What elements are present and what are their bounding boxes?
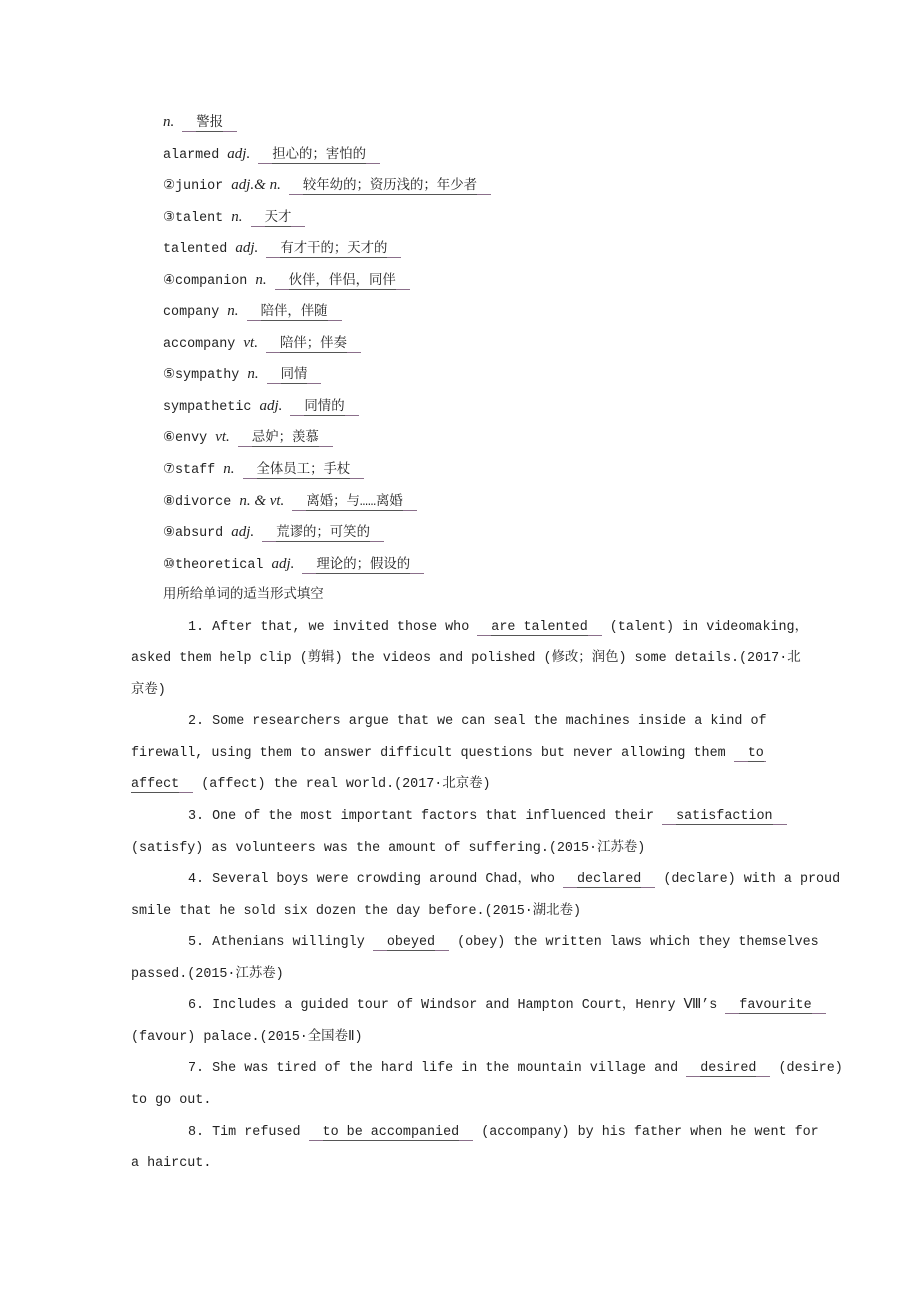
vocab-item — [0, 107, 920, 139]
answer-text: 忌妒；羡慕 — [251, 431, 319, 447]
vocab-word: ⑤sympathy — [163, 368, 240, 384]
section-heading: 用所给单词的适当形式填空 — [163, 588, 324, 604]
answer-blank — [258, 148, 380, 164]
answer-blank — [247, 305, 342, 321]
vocab-item — [0, 233, 920, 265]
answer-text: obeyed — [386, 935, 436, 951]
vocab-item — [0, 486, 920, 518]
part-of-speech: n. & vt. — [239, 492, 285, 509]
part-of-speech: n. — [255, 271, 267, 288]
sentence-text: a haircut. — [131, 1156, 212, 1172]
exercise-line — [0, 1085, 920, 1117]
answer-text: to — [747, 745, 764, 761]
part-of-speech: vt. — [215, 429, 230, 446]
sentence-text: to go out. — [131, 1092, 212, 1108]
answer-blank — [373, 935, 449, 951]
answer-blank — [290, 400, 358, 416]
answer-blank — [266, 242, 401, 258]
sentence-text: 6. Includes a guided tour of Windsor and Hampton Court，Henry Ⅷ’s — [188, 998, 726, 1014]
answer-text: 有才干的；天才的 — [280, 242, 388, 258]
answer-text: 伙伴，伴侣，同伴 — [288, 273, 396, 289]
answer-blank — [725, 998, 825, 1014]
answer-blank — [686, 1061, 770, 1077]
vocab-word: ⑦staff — [163, 463, 216, 479]
part-of-speech: n. — [223, 461, 235, 478]
vocab-word: talented — [163, 242, 228, 258]
answer-text: desired — [700, 1061, 757, 1077]
exercise-line — [0, 801, 920, 833]
sentence-text: passed.(2015·江苏卷) — [131, 966, 284, 982]
part-of-speech: n. — [247, 366, 259, 383]
answer-text: are talented — [491, 619, 588, 635]
answer-text: to be accompanied — [322, 1124, 460, 1140]
exercise-line — [0, 1148, 920, 1180]
vocab-word: ⑩theoretical — [163, 557, 264, 573]
sentence-text: 3. One of the most important factors that influenced their — [188, 809, 663, 825]
sentence-text: 5. Athenians willingly — [188, 935, 373, 951]
sentence-text: smile that he sold six dozen the day before.(2015·湖北卷) — [131, 903, 581, 919]
vocab-word: company — [163, 305, 220, 321]
exercise-line — [0, 896, 920, 928]
vocab-word: alarmed — [163, 147, 220, 163]
part-of-speech: adj. — [231, 524, 255, 541]
sentence-text: 8. Tim refused — [188, 1124, 309, 1140]
vocab-item — [0, 265, 920, 297]
answer-blank — [477, 620, 601, 636]
exercise-line — [0, 833, 920, 865]
answer-text: 离婚；与……离婚 — [306, 494, 403, 510]
answer-text: 全体员工；手杖 — [256, 463, 351, 479]
sentence-text: (affect) the real world.(2017·北京卷) — [193, 777, 491, 793]
part-of-speech: adj. — [271, 555, 295, 572]
vocab-item — [0, 517, 920, 549]
answer-blank — [662, 809, 786, 825]
sentence-text: (obey) the written laws which they themselves — [449, 935, 819, 951]
answer-blank — [266, 337, 361, 353]
part-of-speech: n. — [227, 303, 239, 320]
answer-text: affect — [131, 777, 180, 793]
sentence-text: (accompany) by his father when he went for — [473, 1124, 819, 1140]
answer-blank — [131, 777, 193, 793]
answer-blank — [289, 179, 491, 195]
answer-text: 陪伴，伴随 — [260, 305, 328, 321]
vocab-word: ④companion — [163, 273, 248, 289]
vocab-item — [0, 328, 920, 360]
vocab-word: ⑥envy — [163, 431, 208, 447]
sentence-text: asked them help clip (剪辑) the videos and polished (修改；润色) some details.(2017·北 — [131, 651, 801, 667]
answer-text: 理论的；假设的 — [316, 557, 411, 573]
part-of-speech: n. — [231, 208, 243, 225]
vocab-item — [0, 454, 920, 486]
answer-text: 荒谬的；可笑的 — [276, 526, 370, 542]
part-of-speech: adj.& n. — [231, 177, 281, 194]
answer-blank — [267, 368, 322, 384]
sentence-text: (satisfy) as volunteers was the amount of suffering.(2015·江苏卷) — [131, 840, 646, 856]
answer-text: 同情的 — [304, 399, 345, 415]
exercise-line — [0, 864, 920, 896]
exercise-line — [0, 959, 920, 991]
exercise-line — [0, 612, 920, 644]
answer-text: 同情 — [280, 368, 308, 384]
vocab-item — [0, 549, 920, 581]
sentence-text: 4. Several boys were crowding around Chad，who — [188, 872, 563, 888]
vocab-item — [0, 422, 920, 454]
vocab-item — [0, 296, 920, 328]
vocab-word: sympathetic — [163, 399, 252, 415]
answer-blank — [182, 116, 237, 132]
exercise-line — [0, 1022, 920, 1054]
vocab-word: ⑧divorce — [163, 494, 232, 510]
vocab-item — [0, 139, 920, 171]
vocab-item — [0, 170, 920, 202]
sentence-text: (talent) in videomaking， — [601, 619, 808, 635]
sentence-text: 2. Some researchers argue that we can seal the machines inside a kind of — [188, 714, 767, 730]
vocab-item — [0, 359, 920, 391]
sentence-text: (declare) with a proud — [655, 872, 841, 888]
answer-text: 较年幼的；资历浅的；年少者 — [302, 179, 477, 195]
answer-text: 担心的；害怕的 — [272, 147, 366, 163]
vocab-item — [0, 391, 920, 423]
exercise-line — [0, 643, 920, 675]
answer-blank — [251, 211, 306, 227]
part-of-speech: adj. — [259, 397, 283, 414]
sentence-text: (favour) palace.(2015·全国卷Ⅱ) — [131, 1029, 363, 1045]
vocab-word: ⑨absurd — [163, 526, 224, 542]
exercise-line — [0, 1053, 920, 1085]
answer-blank — [734, 746, 766, 762]
vocab-word: accompany — [163, 336, 236, 352]
answer-text: 陪伴；伴奏 — [280, 336, 347, 352]
answer-text: satisfaction — [676, 809, 773, 825]
answer-blank — [309, 1125, 474, 1141]
part-of-speech: n. — [163, 114, 175, 130]
answer-blank — [275, 274, 410, 290]
answer-blank — [302, 558, 424, 574]
exercise-line — [0, 1117, 920, 1149]
part-of-speech: vt. — [243, 334, 258, 351]
vocab-item — [0, 202, 920, 234]
exercise-line — [0, 706, 920, 738]
document-page — [0, 107, 920, 1180]
vocab-word: ②junior — [163, 179, 224, 195]
sentence-text: 1. After that, we invited those who — [188, 619, 478, 635]
answer-blank — [262, 526, 384, 542]
exercise-line — [0, 927, 920, 959]
sentence-text: 京卷) — [131, 682, 166, 698]
answer-blank — [292, 495, 416, 511]
sentence-text: firewall, using them to answer difficult questions but never allowing them — [131, 745, 734, 761]
exercise-line — [0, 769, 920, 801]
answer-blank — [238, 431, 333, 447]
answer-text: 天才 — [264, 210, 292, 226]
answer-text: favourite — [739, 998, 812, 1014]
exercise-line — [0, 990, 920, 1022]
sentence-text: (desire) — [770, 1061, 843, 1077]
sentence-text: 7. She was tired of the hard life in the mountain village and — [188, 1061, 687, 1077]
answer-text: declared — [577, 872, 642, 888]
exercise-line — [0, 738, 920, 770]
exercise-line — [0, 675, 920, 707]
answer-text: 警报 — [196, 116, 224, 131]
answer-blank — [243, 463, 365, 479]
part-of-speech: adj. — [227, 145, 251, 162]
part-of-speech: adj. — [235, 240, 259, 257]
vocab-word: ③talent — [163, 210, 224, 226]
answer-blank — [563, 872, 655, 888]
